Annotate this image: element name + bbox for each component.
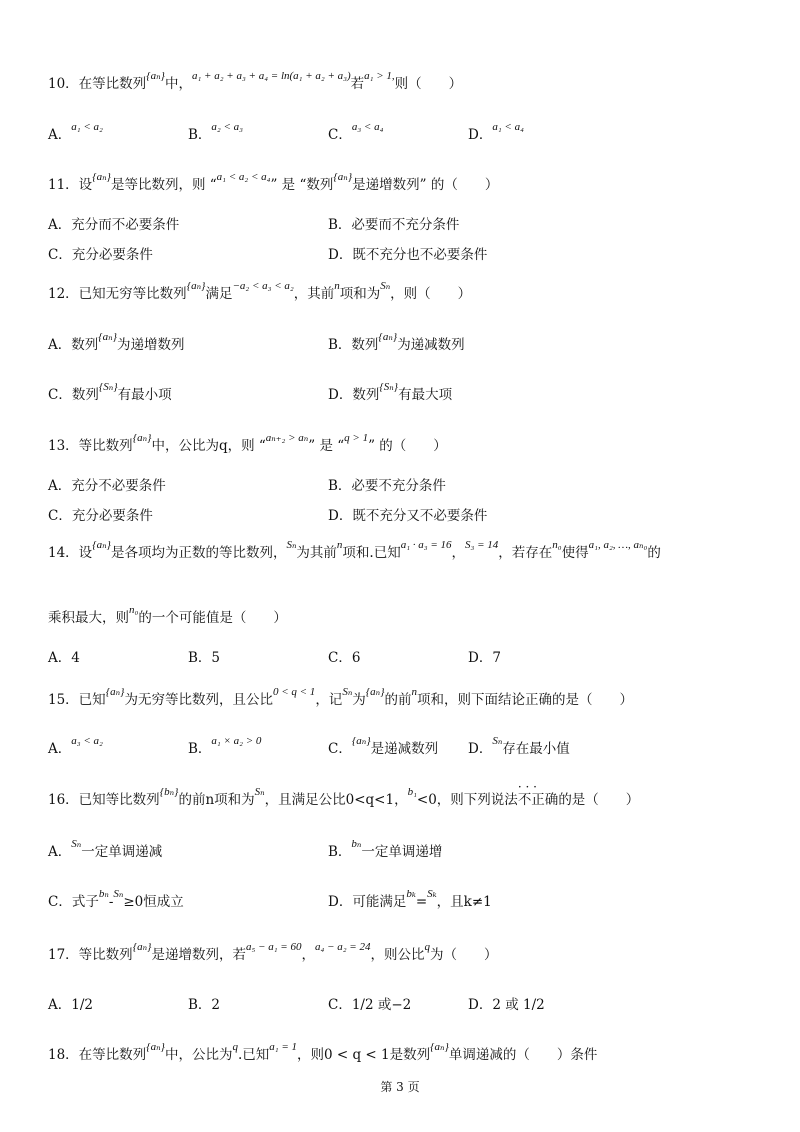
option-text: 充分必要条件 xyxy=(71,508,153,524)
option-label: C． xyxy=(328,650,352,666)
text-run: 是递增数列” 的（ ） xyxy=(352,177,499,193)
text-run: 使得 xyxy=(561,545,589,561)
option-label: C． xyxy=(328,741,352,757)
math-expression: S₃ = 14 xyxy=(465,539,499,551)
option-math: a₂ < a₃ xyxy=(211,121,243,133)
option-math: Sₙ xyxy=(492,735,503,747)
option-label: C． xyxy=(48,387,72,403)
option-text: 可能满足 xyxy=(352,894,407,910)
answer-option[interactable] xyxy=(48,993,93,1013)
option-label: A． xyxy=(48,844,72,860)
option-label: B． xyxy=(328,337,352,353)
text-run: ” 是 “数列 xyxy=(270,177,334,193)
answer-option[interactable] xyxy=(48,383,172,403)
question-stem xyxy=(48,434,447,454)
text-run: 满足 xyxy=(205,286,233,302)
text-run: 是各项均为正数的等比数列， xyxy=(110,545,287,561)
text-run: <0，则下列说法 xyxy=(416,792,518,808)
option-text: 1/2 xyxy=(71,997,93,1013)
text-run: ” 的（ ） xyxy=(368,438,447,454)
option-text: - xyxy=(108,894,114,910)
option-text: 数列 xyxy=(351,337,379,353)
text-run: 12．已知无穷等比数列 xyxy=(48,286,187,302)
text-run: 是等比数列，则 “ xyxy=(110,177,217,193)
math-expression: b₁ xyxy=(407,786,417,798)
math-expression: a₄ − a₂ = 24 xyxy=(314,941,371,953)
answer-option[interactable] xyxy=(48,123,103,143)
math-expression: {aₙ} xyxy=(146,1041,165,1053)
math-expression: Sₙ xyxy=(342,686,353,698)
question-stem xyxy=(48,688,633,708)
text-run: 则（ ） xyxy=(394,76,463,92)
answer-option[interactable] xyxy=(468,993,545,1013)
answer-option[interactable] xyxy=(328,123,383,143)
option-label: A． xyxy=(48,337,72,353)
option-label: B． xyxy=(328,478,352,494)
option-math: a₃ < a₂ xyxy=(71,735,103,747)
option-label: A． xyxy=(48,741,72,757)
text-run: .已知 xyxy=(237,1047,270,1063)
text-run: ，且满足公比0<q<1， xyxy=(264,792,408,808)
answer-option[interactable] xyxy=(328,383,452,403)
option-text: 6 xyxy=(351,650,361,666)
answer-option[interactable] xyxy=(328,890,492,910)
question-stem xyxy=(48,173,498,193)
text-run: ，则 xyxy=(297,1047,324,1063)
math-expression: {aₙ} xyxy=(105,686,125,698)
option-text: 充分而不必要条件 xyxy=(71,217,180,233)
text-run: 16．已知等比数列 xyxy=(48,792,160,808)
text-run: 的是（ ） xyxy=(558,792,640,808)
text-run: 15．已知 xyxy=(48,692,106,708)
option-label: D． xyxy=(328,387,353,403)
text-run: 11．设 xyxy=(48,177,93,193)
math-expression: n xyxy=(411,686,418,698)
answer-option[interactable] xyxy=(48,474,166,494)
text-run: 单调递减的（ ）条件 xyxy=(448,1047,598,1063)
answer-option[interactable] xyxy=(188,123,243,143)
text-run: ， xyxy=(451,545,466,561)
text-run: 项和，则下面结论正确的是（ ） xyxy=(417,692,634,708)
math-expression: a₁ = 1 xyxy=(269,1041,297,1053)
text-run: 乘积最大，则 xyxy=(48,610,129,626)
option-label: B． xyxy=(328,217,352,233)
option-label: D． xyxy=(468,997,493,1013)
question-stem xyxy=(48,788,639,808)
option-label: B． xyxy=(188,741,212,757)
option-math: {aₙ} xyxy=(378,331,398,343)
option-math: a₁ < a₂ xyxy=(71,121,103,133)
option-math: {aₙ} xyxy=(351,735,371,747)
math-expression: {aₙ} xyxy=(186,280,206,292)
text-run: 的一个可能值是（ ） xyxy=(138,610,287,626)
option-label: D． xyxy=(328,894,353,910)
math-expression: a₁ + a₂ + a₃ + a₄ = ln(a₁ + a₂ + a₃) xyxy=(191,70,351,82)
option-text: 2 或 1/2 xyxy=(492,997,545,1013)
option-math: a₁ < a₄ xyxy=(492,121,524,133)
answer-option[interactable] xyxy=(188,737,261,757)
math-expression: {aₙ} xyxy=(92,539,111,551)
answer-option[interactable] xyxy=(328,993,411,1013)
option-text: 充分不必要条件 xyxy=(71,478,166,494)
math-expression: −a₂ < a₃ < a₂ xyxy=(232,280,294,292)
option-label: C． xyxy=(48,894,72,910)
option-label: B． xyxy=(188,997,212,1013)
option-label: C． xyxy=(48,508,72,524)
text-run: 为其前 xyxy=(296,545,337,561)
option-text: 5 xyxy=(211,650,221,666)
answer-option[interactable] xyxy=(328,737,438,757)
answer-option[interactable] xyxy=(328,646,360,666)
option-math: a₁ × a₂ > 0 xyxy=(211,735,262,747)
question-stem xyxy=(48,1043,597,1063)
math-expression: 0 < q < 1 xyxy=(272,686,316,698)
math-expression: a₁ > 1, xyxy=(364,70,395,82)
text-run: ，其前 xyxy=(293,286,335,302)
answer-option[interactable] xyxy=(328,243,487,263)
option-text: 7 xyxy=(492,650,501,666)
option-label: B． xyxy=(328,844,352,860)
option-text: 既不充分也不必要条件 xyxy=(352,247,488,263)
option-text: 2 xyxy=(211,997,221,1013)
option-label: C． xyxy=(328,997,352,1013)
question-stem xyxy=(48,943,497,963)
option-label: D． xyxy=(328,247,353,263)
option-label: D． xyxy=(468,650,493,666)
option-text: 必要不充分条件 xyxy=(351,478,446,494)
option-math: {Sₙ} xyxy=(98,381,118,393)
option-math: {Sₙ} xyxy=(379,381,399,393)
question-stem xyxy=(48,541,661,561)
text-run: 14．设 xyxy=(48,545,93,561)
answer-option[interactable] xyxy=(188,646,220,666)
question-stem-continued xyxy=(48,606,287,626)
option-text: 存在最小值 xyxy=(502,741,570,757)
answer-option[interactable] xyxy=(328,333,465,353)
option-math: a₃ < a₄ xyxy=(351,121,384,133)
math-expression: n xyxy=(334,280,340,292)
text-run: 项和.已知 xyxy=(342,545,401,561)
text-run: 的前n项和为 xyxy=(178,792,255,808)
text-run: 为无穷等比数列，且公比 xyxy=(124,692,273,708)
text-run: 0 < q < 1 xyxy=(324,1047,390,1063)
math-expression: aₙ₊₂ > aₙ xyxy=(265,432,309,444)
option-text: 数列 xyxy=(71,387,99,403)
answer-option[interactable] xyxy=(48,333,185,353)
math-expression: a₁ < a₂ < a₄ xyxy=(216,171,271,183)
math-expression: {aₙ} xyxy=(132,941,152,953)
answer-option[interactable] xyxy=(468,737,570,757)
option-text: 是递减数列 xyxy=(370,741,439,757)
answer-option[interactable] xyxy=(48,737,103,757)
option-text: 一定单调递增 xyxy=(361,844,443,860)
option-text: 一定单调递减 xyxy=(81,844,163,860)
text-run: ，则（ ） xyxy=(390,286,472,302)
option-math: bₙ xyxy=(98,888,109,900)
text-run: ，记 xyxy=(315,692,343,708)
option-text: 数列 xyxy=(352,387,380,403)
text-run: ，若存在 xyxy=(498,545,553,561)
question-stem xyxy=(48,72,462,92)
option-text: 必要而不充分条件 xyxy=(351,217,460,233)
answer-option[interactable] xyxy=(328,504,487,524)
text-run: 是递增数列，若 xyxy=(151,947,246,963)
text-run: ，则公比 xyxy=(370,947,425,963)
option-math: bₙ xyxy=(351,838,362,850)
math-expression: q > 1 xyxy=(344,432,369,444)
math-expression: {aₙ} xyxy=(92,171,111,183)
answer-option[interactable] xyxy=(468,123,524,143)
option-label: D． xyxy=(468,741,493,757)
option-label: D． xyxy=(468,127,493,143)
option-label: A． xyxy=(48,650,72,666)
text-run: 10．在等比数列 xyxy=(48,76,147,92)
option-text: 为递减数列 xyxy=(397,337,465,353)
math-expression: {aₙ} xyxy=(333,171,353,183)
math-expression: a₁, a₂, …, aₙ₀ xyxy=(588,539,648,551)
text-run: 的前 xyxy=(384,692,412,708)
text-run: 项和为 xyxy=(339,286,381,302)
page-footer: 第 3 页 xyxy=(380,1080,420,1094)
option-label: B． xyxy=(188,650,212,666)
option-math: bₖ xyxy=(406,888,416,900)
text-run: 的 xyxy=(647,545,661,561)
option-text: 为递增数列 xyxy=(117,337,185,353)
answer-option[interactable] xyxy=(48,646,80,666)
answer-option[interactable] xyxy=(48,890,184,910)
math-expression: {aₙ} xyxy=(365,686,385,698)
question-stem xyxy=(48,282,471,302)
option-text: 1/2 或−2 xyxy=(351,997,412,1013)
answer-option[interactable] xyxy=(48,243,153,263)
math-expression: {aₙ} xyxy=(146,70,165,82)
answer-option[interactable] xyxy=(48,840,162,860)
text-run: 中，公比为q，则 “ xyxy=(151,438,266,454)
math-expression: n₀ xyxy=(129,604,139,616)
math-expression: {aₙ} xyxy=(132,432,152,444)
answer-option[interactable] xyxy=(328,474,446,494)
option-text: 有最小项 xyxy=(117,387,172,403)
option-text: 充分必要条件 xyxy=(71,247,153,263)
option-text: 既不充分又不必要条件 xyxy=(352,508,488,524)
text-run: 17．等比数列 xyxy=(48,947,133,963)
option-label: C． xyxy=(328,127,352,143)
math-expression: q xyxy=(232,1041,238,1053)
text-run: 中，公比为 xyxy=(164,1047,233,1063)
text-run: 为（ ） xyxy=(429,947,498,963)
option-label: A． xyxy=(48,217,72,233)
text-run: 18．在等比数列 xyxy=(48,1047,147,1063)
text-run: 为 xyxy=(352,692,366,708)
option-text: ，且k≠1 xyxy=(436,894,492,910)
math-expression: Sₙ xyxy=(380,280,391,292)
option-label: A． xyxy=(48,127,72,143)
option-label: A． xyxy=(48,997,72,1013)
option-label: D． xyxy=(328,508,353,524)
answer-option[interactable] xyxy=(188,993,220,1013)
text-run: 13．等比数列 xyxy=(48,438,133,454)
option-text: 式子 xyxy=(71,894,99,910)
text-run: 中， xyxy=(164,76,192,92)
answer-option[interactable] xyxy=(48,504,153,524)
option-math: Sₙ xyxy=(71,838,82,850)
answer-option[interactable] xyxy=(48,213,179,233)
math-expression: {aₙ} xyxy=(430,1041,449,1053)
math-expression: Sₙ xyxy=(254,786,265,798)
math-expression: q xyxy=(424,941,430,953)
option-label: A． xyxy=(48,478,72,494)
math-expression: n₀ xyxy=(552,539,562,551)
option-label: C． xyxy=(48,247,72,263)
option-math: Sₙ xyxy=(113,888,124,900)
math-expression: a₁ · a₃ = 16 xyxy=(400,539,452,551)
emphasized-text: · · · 不正确 xyxy=(518,792,559,808)
option-text: 有最大项 xyxy=(398,387,453,403)
answer-option[interactable] xyxy=(328,213,459,233)
text-run: ， xyxy=(301,947,315,963)
option-label: B． xyxy=(188,127,212,143)
math-expression: a₅ − a₁ = 60 xyxy=(245,941,302,953)
option-math: {aₙ} xyxy=(98,331,118,343)
option-text: ≥0恒成立 xyxy=(123,894,184,910)
text-run: ” 是 “ xyxy=(308,438,345,454)
text-run: 是数列 xyxy=(389,1047,431,1063)
option-text: = xyxy=(415,894,428,910)
option-text: 4 xyxy=(71,650,80,666)
answer-option[interactable] xyxy=(328,840,442,860)
math-expression: n xyxy=(336,539,343,551)
math-expression: {bₙ} xyxy=(159,786,179,798)
answer-option[interactable] xyxy=(468,646,501,666)
option-text: 数列 xyxy=(71,337,99,353)
math-expression: Sₙ xyxy=(286,539,297,551)
text-run: 若 xyxy=(350,76,365,92)
option-math: Sₖ xyxy=(427,888,437,900)
